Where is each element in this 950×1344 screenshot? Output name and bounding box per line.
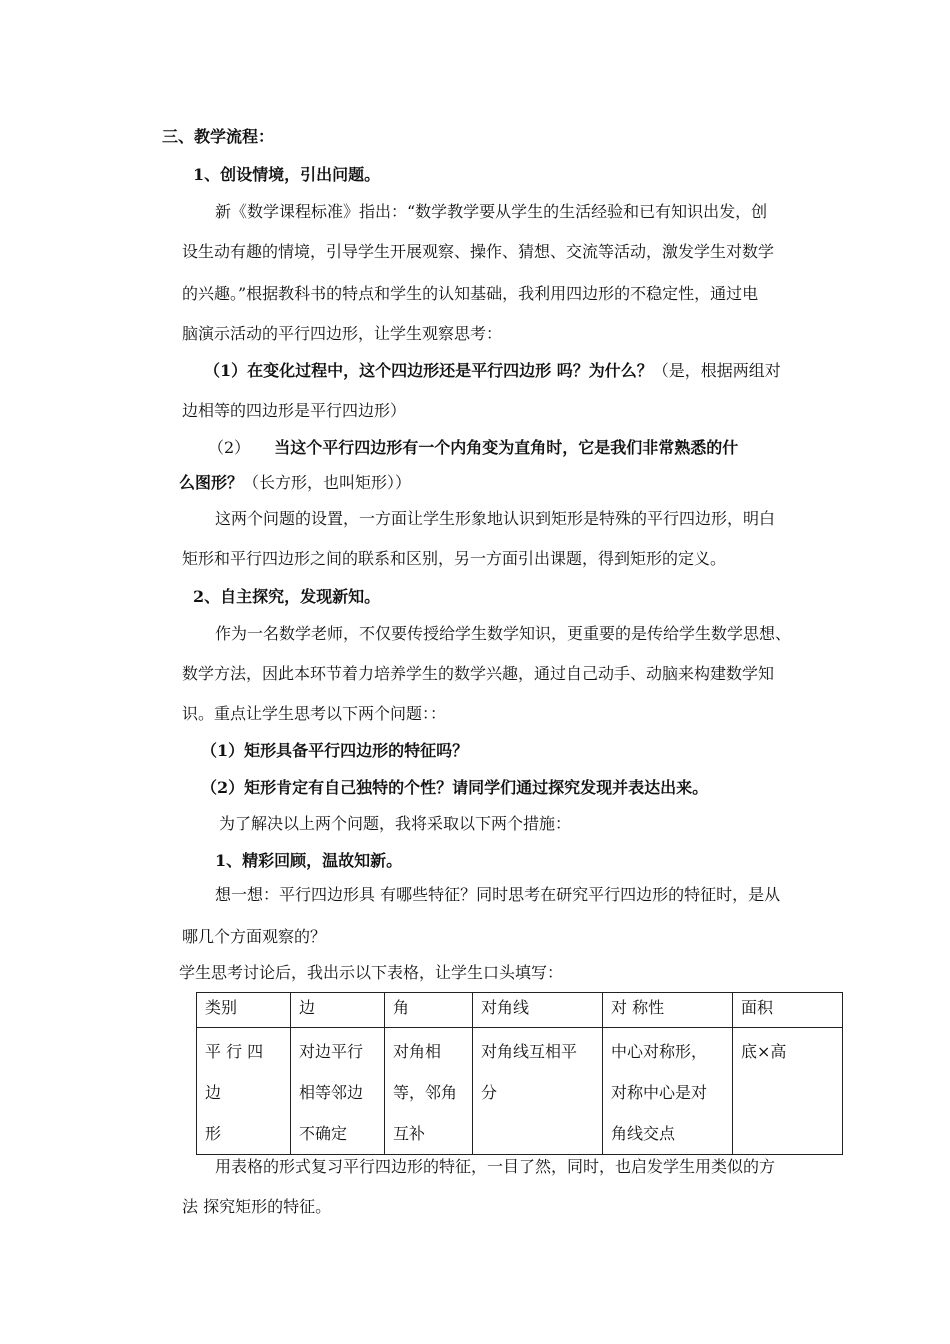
question-2 — [208, 437, 738, 459]
paragraph-line: 为了解决以上两个问题，我将采取以下两个措施： — [219, 814, 572, 833]
paragraph-line: 新《数学课程标准》指出：“数学教学要从学生的生活经验和已有知识出发，创 — [215, 202, 768, 221]
paragraph-line: 法 探究矩形的特征。 — [182, 1197, 332, 1216]
paragraph-line: 作为一名数学老师，不仅要传授给学生数学知识，更重要的是传给学生数学思想、 — [215, 624, 792, 643]
section-title: 三、教学流程： — [162, 127, 275, 146]
cell-line: 分 — [481, 1083, 498, 1102]
cell-line: 等，邻角 — [393, 1083, 458, 1102]
table-cell — [197, 1028, 291, 1155]
question-1: （1）矩形具备平行四边形的特征吗？ — [201, 741, 469, 760]
cell-line: 互补 — [393, 1124, 426, 1143]
table-cell — [473, 1028, 603, 1155]
paragraph-line: 的兴趣。”根据教科书的特点和学生的认知基础，我利用四边形的不稳定性，通过电 — [182, 284, 759, 303]
cell-line: 平 行 四 边 — [205, 1042, 264, 1102]
cell-line: 底×高 — [741, 1042, 787, 1061]
question-1-answer-cont: 边相等的四边形是平行四边形） — [182, 401, 407, 420]
table-header-cell: 角 — [385, 993, 473, 1028]
cell-line: 对边平行 — [299, 1042, 364, 1061]
section-1-heading: 1、创设情境，引出问题。 — [193, 165, 381, 184]
table-row — [197, 1028, 843, 1155]
question-1-text: （1）在变化过程中，这个四边形还是平行四边形 吗？为什么？ — [204, 361, 653, 380]
table-header-cell: 类别 — [197, 993, 291, 1028]
question-1 — [204, 360, 781, 382]
paragraph-line: 脑演示活动的平行四边形，让学生观察思考： — [182, 324, 503, 343]
paragraph-line: 用表格的形式复习平行四边形的特征，一目了然，同时，也启发学生用类似的方 — [215, 1157, 776, 1176]
table-header-row — [197, 993, 843, 1028]
paragraph-line: 这两个问题的设置，一方面让学生形象地认识到矩形是特殊的平行四边形，明白 — [215, 509, 776, 528]
paragraph-line: 想一想：平行四边形具 有哪些特征？同时思考在研究平行四边形的特征时，是从 — [215, 885, 781, 904]
cell-line: 形 — [205, 1124, 222, 1143]
paragraph-line: 设生动有趣的情境，引导学生开展观察、操作、猜想、交流等活动，激发学生对数学 — [182, 242, 775, 261]
question-2-text-cont: 么图形？ — [179, 473, 244, 492]
sub-heading: 1、精彩回顾，温故知新。 — [215, 851, 403, 870]
question-2-answer: （长方形，也叫矩形）） — [243, 473, 412, 492]
table-header-cell: 对 称性 — [603, 993, 733, 1028]
question-2: （2）矩形肯定有自己独特的个性？请同学们通过探究发现并表达出来。 — [201, 778, 709, 797]
cell-line: 对角线互相平 — [481, 1042, 578, 1061]
table-header-cell: 面积 — [733, 993, 843, 1028]
section-2-heading: 2、自主探究，发现新知。 — [193, 587, 381, 606]
table-cell — [603, 1028, 733, 1155]
paragraph-line: 数学方法，因此本环节着力培养学生的数学兴趣，通过自己动手、动脑来构建数学知 — [182, 664, 775, 683]
cell-line: 角线交点 — [611, 1124, 676, 1143]
table-header-cell: 边 — [291, 993, 385, 1028]
question-2-cont — [179, 472, 411, 494]
cell-line: 相等邻边 — [299, 1083, 364, 1102]
question-1-answer: （是，根据两组对 — [652, 361, 781, 380]
features-table — [196, 992, 843, 1155]
paragraph-line: 学生思考讨论后，我出示以下表格，让学生口头填写： — [179, 963, 564, 982]
table-header-cell: 对角线 — [473, 993, 603, 1028]
question-2-number: （2） — [208, 438, 251, 457]
paragraph-line: 矩形和平行四边形之间的联系和区别，另一方面引出课题，得到矩形的定义。 — [182, 549, 727, 568]
cell-line: 对称中心是对 — [611, 1083, 708, 1102]
cell-line: 对角相 — [393, 1042, 442, 1061]
cell-line: 不确定 — [299, 1124, 348, 1143]
table-cell — [733, 1028, 843, 1155]
paragraph-line: 哪几个方面观察的？ — [182, 927, 327, 946]
table-cell — [291, 1028, 385, 1155]
paragraph-line: 识。重点让学生思考以下两个问题：： — [182, 704, 447, 723]
question-2-text: 当这个平行四边形有一个内角变为直角时，它是我们非常熟悉的什 — [274, 438, 739, 457]
cell-line: 中心对称形， — [611, 1042, 708, 1061]
table-cell — [385, 1028, 473, 1155]
